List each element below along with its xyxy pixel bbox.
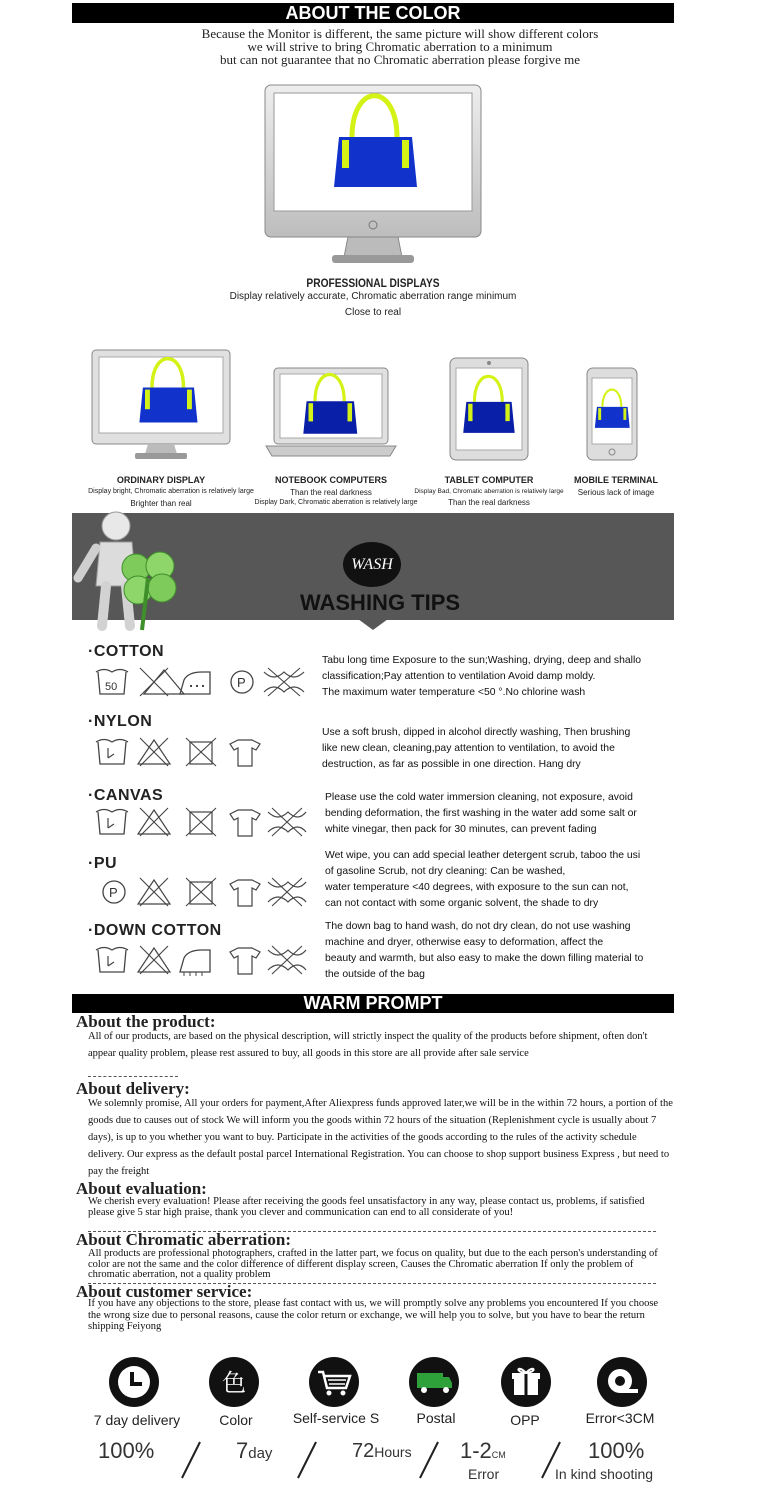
care-canvas-text: Please use the cold water immersion cleaning, not exposure, avoid bending deformation, the first washing in the water add some salt or white vinegar, then pack for 30 minutes, can prevent fading [325, 792, 637, 835]
care-down-symbols [92, 942, 312, 978]
service-label-postal: Postal [416, 1410, 456, 1426]
svg-text:P: P [109, 885, 118, 900]
wash-badge-text: WASH [351, 556, 393, 573]
stat-divider [414, 1440, 444, 1480]
care-canvas-symbols [92, 804, 312, 840]
stat-error-cm: 1-2CM [460, 1438, 506, 1463]
stat-divider [536, 1440, 566, 1480]
stat-kind-percent: 100% [588, 1438, 645, 1463]
prompt-evaluation-heading: About evaluation: [76, 1179, 207, 1198]
care-nylon-text: Use a soft brush, dipped in alcohol directly washing, Then brushing like new clean, cleaning,pay attention to ventilation, to avoid the destruction, as far as possible in one direction. Hang dry [322, 727, 631, 770]
pro-display-desc: Display relatively accurate, Chromatic aberration range minimum [229, 291, 517, 302]
device-tablet-title: TABLET COMPUTER [444, 475, 534, 485]
care-cotton-text: Tabu long time Exposure to the sun;Washing, drying, deep and shallo classification;Pay attention to ventilation Avoid damp moldy. The maximum water temperature <50 °.No chlorine wash [322, 655, 642, 698]
stat-divider [176, 1440, 206, 1480]
about-color-line-3: but can not guarantee that no Chromatic aberration please forgive me [219, 52, 580, 67]
washing-tips-title: WASHING TIPS [299, 590, 461, 615]
prompt-chromatic-body: All products are professional photographers, crafted in the latter part, we focus on quality, but due to the each person's understanding of color are not the same and the color difference of different display screen, Causes the Chromatic aberration If only the problem of chromatic aberration, not a quality problem [88, 1248, 658, 1280]
gift-icon [500, 1356, 552, 1408]
notebook-illustration [264, 366, 398, 460]
about-color-line-1: Because the Monitor is different, the same picture will show different colors [201, 26, 599, 41]
about-color-line-2: we will strive to bring Chromatic aberration to a minimum [247, 39, 553, 54]
care-down-label: ·DOWN COTTON [88, 922, 222, 939]
cart-icon [308, 1356, 360, 1408]
svg-text:P: P [237, 675, 246, 690]
svg-text:色: 色 [222, 1369, 246, 1397]
service-label-delivery: 7 day delivery [93, 1412, 181, 1428]
warm-prompt-title: WARM PROMPT [72, 994, 674, 1013]
prompt-evaluation-body: We cherish every evaluation! Please after receiving the goods feel unsatisfactory in any way, please contact us, problems, if satisfied please give 5 star high praise, thank you clever and communication can end to all considerate of you! [88, 1196, 645, 1218]
prompt-chromatic-heading: About Chromatic aberration: [76, 1230, 291, 1249]
ordinary-display-illustration [90, 348, 232, 462]
pro-display-close: Close to real [344, 307, 402, 318]
about-color-title: ABOUT THE COLOR [72, 3, 674, 23]
device-mobile-line1: Serious lack of image [577, 488, 655, 497]
device-mobile-title: MOBILE TERMINAL [574, 475, 658, 485]
care-nylon-symbols [92, 734, 262, 770]
clock-icon [108, 1356, 160, 1408]
service-label-self-service: Self-service S [292, 1410, 380, 1426]
care-cotton-symbols [92, 664, 312, 700]
prompt-delivery-heading: About delivery: [76, 1079, 190, 1098]
mobile-illustration [585, 366, 639, 462]
prompt-service-heading: About customer service: [76, 1282, 253, 1301]
stat-days: 7day [236, 1438, 273, 1463]
device-notebook-line2: Display Dark, Chromatic aberration is relatively large [254, 499, 418, 506]
device-notebook-line1: Than the real darkness [290, 488, 372, 497]
mascot-clover-illustration [72, 508, 192, 634]
prompt-product-body: All of our products, are based on the physical description, will strictly inspect the quality of the products before shipment, often don't appear quality problem, please rest assured to buy, all goods in this store are all provide after sale service [88, 1031, 648, 1059]
care-pu-label: ·PU [88, 855, 118, 872]
professional-monitor-illustration [262, 82, 484, 272]
stat-delivery-percent: 100% [98, 1438, 155, 1463]
color-icon [208, 1356, 260, 1408]
prompt-delivery-body: We solemnly promise, All your orders for payment,After Aliexpress funds approved later,we will be in the within 72 hours, a portion of the goods due to causes out of stock We will inform you the goods within 72 hours of the situation (Replenishment cycle is usually about 7 days), is up to you whether you want to buy. Participate in the activities of the goods according to the rules of the activity schedule delivery. Our express as the default postal parcel International Registration. You can choose to shop support business Express , but need to pay the freight [88, 1098, 673, 1177]
stat-error-label: Error [468, 1466, 500, 1482]
care-down-text: The down bag to hand wash, do not dry clean, do not use washing machine and dryer, otherwise easy to deformation, affect the beauty and warmth, but also easy to make the down filling material to the outside of the bag [325, 921, 644, 980]
device-ordinary-line1: Display bright, Chromatic aberration is relatively large [88, 488, 254, 495]
device-notebook-title: NOTEBOOK COMPUTERS [274, 475, 387, 485]
wash-temp-label: 50 [105, 681, 118, 693]
stat-divider [292, 1440, 322, 1480]
service-label-color: Color [219, 1412, 253, 1428]
pro-display-title: PROFESSIONAL DISPLAYS [306, 276, 440, 290]
prompt-service-body: If you have any objections to the store, please fast contact with us, we will promptly solve any problems you encountered If you choose the wrong size due to personal reasons, cause the color return or exchange, we will help you to solve, but you have to bear the return shipping Feiyong [88, 1298, 659, 1332]
device-tablet-line2: Than the real darkness [448, 498, 530, 507]
care-nylon-label: ·NYLON [88, 713, 153, 730]
tape-icon [596, 1356, 648, 1408]
care-pu-text: Wet wipe, you can add special leather detergent scrub, taboo the usi of gasoline Scrub, not dry cleaning: Can be washed, water temperature <40 degrees, with exposure to the sun can not, can not contact with some organic solvent, the shade to dry [325, 850, 641, 909]
service-label-error: Error<3CM [585, 1410, 655, 1426]
stat-kind-label: In kind shooting [555, 1466, 654, 1482]
service-label-opp: OPP [510, 1412, 540, 1428]
about-color-text [100, 27, 700, 66]
banner-pointer [358, 619, 388, 631]
stat-hours: 72Hours [352, 1440, 412, 1462]
tablet-illustration [448, 356, 530, 462]
care-canvas-label: ·CANVAS [88, 787, 164, 804]
device-ordinary-title: ORDINARY DISPLAY [116, 475, 206, 485]
device-tablet-line1: Display Bad, Chromatic aberration is relatively large [414, 488, 564, 495]
care-cotton-label: ·COTTON [88, 643, 165, 660]
device-ordinary-line2: Brighter than real [130, 499, 192, 508]
care-pu-symbols [98, 874, 312, 910]
prompt-product-heading: About the product: [76, 1012, 216, 1031]
truck-icon [408, 1356, 460, 1408]
